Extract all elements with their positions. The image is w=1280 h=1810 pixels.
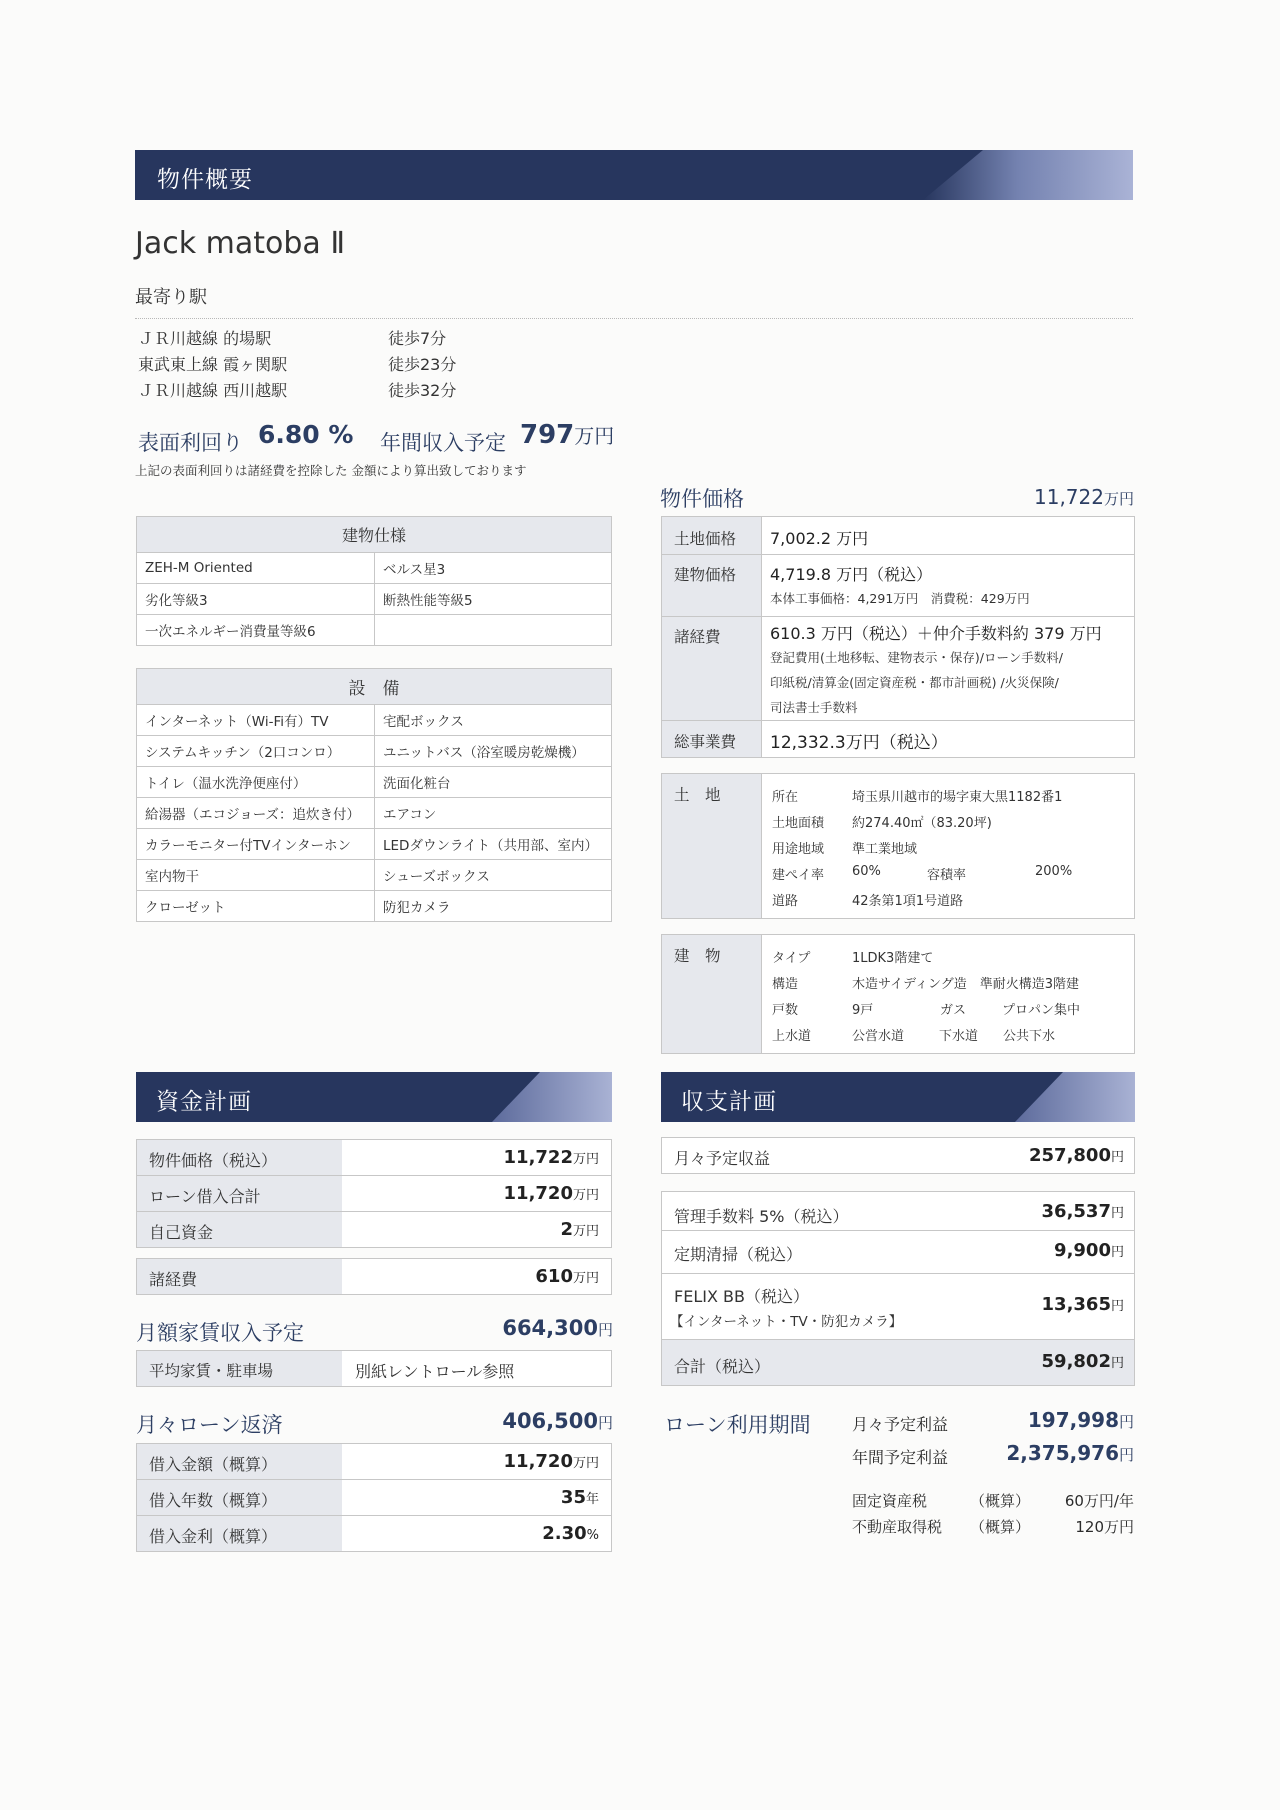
loan-value-group bbox=[561, 1487, 599, 1508]
unit: 円 bbox=[1110, 1150, 1124, 1165]
income-value: 797 bbox=[520, 420, 575, 450]
gas-label: ガス bbox=[940, 1003, 967, 1018]
funding-value: 610 bbox=[535, 1266, 573, 1287]
station-walk: 徒歩23分 bbox=[388, 355, 457, 374]
equipment-heading: 設 備 bbox=[137, 669, 612, 705]
avg-rent-value: 別紙レントロール参照 bbox=[355, 1362, 515, 1381]
sewer-label: 下水道 bbox=[939, 1029, 979, 1044]
funding-label: 諸経費 bbox=[149, 1270, 198, 1289]
expenses-note: 司法書士手数料 bbox=[770, 700, 858, 715]
funding-label: 自己資金 bbox=[149, 1223, 214, 1242]
monthly-income-value-group bbox=[1029, 1145, 1124, 1166]
funding-row bbox=[136, 1211, 612, 1248]
felix-value-group bbox=[1042, 1294, 1124, 1315]
felix-value: 13,365 bbox=[1041, 1294, 1111, 1315]
funding-value-group bbox=[504, 1183, 599, 1204]
land-box bbox=[661, 773, 1135, 919]
property-overview-banner bbox=[135, 150, 1133, 200]
income-unit: 万円 bbox=[574, 424, 615, 448]
station-line: 東武東上線 霞ヶ関駅 bbox=[138, 355, 288, 374]
land-field-value: 埼玉県川越市的場字東大黒1182番1 bbox=[852, 790, 1063, 805]
sum-label: 合計（税込） bbox=[674, 1357, 771, 1376]
structure-value: 木造サイディング造 準耐火構造3階建 bbox=[852, 977, 1080, 992]
funding-label: ローン借入合計 bbox=[149, 1187, 261, 1206]
water-label: 上水道 bbox=[772, 1029, 812, 1044]
equipment-cell: 宅配ボックス bbox=[375, 705, 612, 736]
spec-cell: 断熱性能等級5 bbox=[375, 584, 612, 615]
loan-value-group bbox=[502, 1409, 613, 1433]
acquisition-tax-value: 120万円 bbox=[1075, 1518, 1134, 1536]
mgmt-fee-label: 管理手数料 5%（税込） bbox=[674, 1207, 849, 1226]
water-value: 公営水道 bbox=[852, 1029, 905, 1044]
equipment-cell: シューズボックス bbox=[375, 860, 612, 891]
equipment-cell: 室内物干 bbox=[137, 860, 375, 891]
sum-value: 59,802 bbox=[1041, 1351, 1111, 1372]
funding-unit: 万円 bbox=[572, 1271, 599, 1286]
far-label: 容積率 bbox=[927, 868, 967, 883]
land-field-value: 42条第1項1号道路 bbox=[852, 894, 964, 909]
equipment-cell: 給湯器（エコジョーズ：追炊き付） bbox=[137, 798, 375, 829]
loan-row bbox=[136, 1515, 612, 1552]
spec-cell: 劣化等級3 bbox=[137, 584, 375, 615]
annual-profit-label: 年間予定利益 bbox=[852, 1448, 949, 1467]
banner-gradient bbox=[1015, 1072, 1135, 1122]
equipment-cell: クローゼット bbox=[137, 891, 375, 922]
loan-label: 借入金利（概算） bbox=[149, 1527, 278, 1546]
station-walk: 徒歩32分 bbox=[388, 381, 457, 400]
yield-value: 6.80 % bbox=[258, 420, 354, 449]
price-heading: 物件価格 bbox=[660, 487, 744, 511]
funding-unit: 万円 bbox=[572, 1152, 599, 1167]
rent-value: 664,300 bbox=[502, 1316, 598, 1340]
price-total: 11,722 bbox=[1034, 485, 1104, 509]
loan-row-value: 11,720 bbox=[503, 1451, 573, 1472]
funding-row bbox=[136, 1258, 612, 1295]
monthly-profit-label: 月々予定利益 bbox=[852, 1415, 949, 1434]
unit: 円 bbox=[1110, 1299, 1124, 1314]
funding-value: 11,722 bbox=[503, 1147, 573, 1168]
annual-profit-value-group bbox=[1006, 1441, 1134, 1465]
far-value: 200% bbox=[1035, 864, 1073, 879]
monthly-profit-value-group bbox=[1028, 1408, 1134, 1432]
avg-rent-label: 平均家賃・駐車場 bbox=[149, 1362, 274, 1380]
income-value-group bbox=[520, 420, 614, 450]
funding-row bbox=[136, 1175, 612, 1212]
station-walk: 徒歩7分 bbox=[388, 329, 447, 348]
banner-title: 物件概要 bbox=[157, 167, 253, 193]
building-label: 建 物 bbox=[674, 947, 721, 965]
cleaning-label: 定期清掃（税込） bbox=[674, 1245, 803, 1264]
station-heading: 最寄り駅 bbox=[135, 287, 207, 308]
land-field-value: 約274.40㎡（83.20坪) bbox=[852, 816, 992, 831]
equipment-cell: トイレ（温水洗浄便座付） bbox=[137, 767, 375, 798]
spec-cell bbox=[375, 615, 612, 646]
spec-cell: 一次エネルギー消費量等級6 bbox=[137, 615, 375, 646]
land-price-value: 7,002.2 万円 bbox=[770, 529, 869, 548]
banner-title: 収支計画 bbox=[681, 1089, 777, 1115]
funding-unit: 万円 bbox=[572, 1188, 599, 1203]
mgmt-fee-value: 36,537 bbox=[1041, 1201, 1111, 1222]
equipment-cell: エアコン bbox=[375, 798, 612, 829]
row-divider bbox=[662, 720, 1134, 721]
bcr-label: 建ぺイ率 bbox=[772, 868, 825, 883]
cashflow-plan-banner bbox=[661, 1072, 1135, 1122]
sewer-value: 公共下水 bbox=[1003, 1029, 1056, 1044]
land-field-label: 土地面積 bbox=[772, 816, 825, 831]
equipment-cell: 防犯カメラ bbox=[375, 891, 612, 922]
equipment-table bbox=[136, 668, 612, 922]
monthly-income-value: 257,800 bbox=[1029, 1145, 1111, 1166]
row-divider bbox=[662, 1273, 1134, 1274]
row-divider bbox=[662, 616, 1134, 617]
rent-unit: 円 bbox=[597, 1321, 613, 1339]
gas-value: プロパン集中 bbox=[1002, 1003, 1081, 1018]
loan-period-label: ローン利用期間 bbox=[664, 1413, 811, 1437]
units-label: 戸数 bbox=[772, 1003, 799, 1018]
price-total-group bbox=[1034, 485, 1134, 509]
cleaning-value-group bbox=[1054, 1240, 1124, 1261]
loan-label: 借入年数（概算） bbox=[149, 1491, 278, 1510]
type-label: タイプ bbox=[772, 951, 811, 966]
divider bbox=[135, 318, 1133, 319]
price-total-unit: 万円 bbox=[1103, 490, 1134, 508]
equipment-cell: システムキッチン（2口コンロ） bbox=[137, 736, 375, 767]
sum-value-group bbox=[1042, 1351, 1124, 1372]
loan-value-group bbox=[542, 1523, 599, 1544]
annual-profit-value: 2,375,976 bbox=[1006, 1441, 1119, 1465]
station-line: ＪＲ川越線 的場駅 bbox=[138, 329, 272, 348]
land-field-label: 道路 bbox=[772, 894, 799, 909]
expenses-value: 610.3 万円（税込）＋仲介手数料約 379 万円 bbox=[770, 624, 1102, 643]
unit: 円 bbox=[1110, 1245, 1124, 1260]
cleaning-value: 9,900 bbox=[1054, 1240, 1111, 1261]
loan-row-unit: % bbox=[586, 1528, 599, 1543]
station-line: ＪＲ川越線 西川越駅 bbox=[138, 381, 288, 400]
monthly-income-row bbox=[661, 1137, 1135, 1174]
property-name: Jack matoba Ⅱ bbox=[135, 226, 346, 261]
avg-rent-row bbox=[136, 1350, 612, 1387]
loan-row-value: 2.30 bbox=[542, 1523, 587, 1544]
mgmt-fee-value-group bbox=[1042, 1201, 1124, 1222]
building-spec-table bbox=[136, 516, 612, 646]
funding-value-group bbox=[560, 1219, 599, 1240]
equipment-cell: インターネット（Wi-Fi有）TV bbox=[137, 705, 375, 736]
banner-title: 資金計画 bbox=[156, 1089, 252, 1115]
felix-label: FELIX BB（税込） bbox=[674, 1287, 809, 1306]
row-divider bbox=[662, 1230, 1134, 1231]
yield-label: 表面利回り bbox=[138, 431, 243, 455]
equipment-cell: LEDダウンライト（共用部、室内） bbox=[375, 829, 612, 860]
rent-heading: 月額家賃収入予定 bbox=[136, 1321, 304, 1345]
building-price-value: 4,719.8 万円（税込） bbox=[770, 565, 933, 584]
bcr-value: 60% bbox=[852, 864, 881, 879]
type-value: 1LDK3階建て bbox=[852, 951, 934, 966]
unit: 円 bbox=[1118, 1413, 1134, 1431]
loan-row-unit: 年 bbox=[585, 1492, 599, 1507]
yield-note: 上記の表面利回りは諸経費を控除した 金額により算出致しております bbox=[135, 463, 527, 478]
funding-value: 11,720 bbox=[503, 1183, 573, 1204]
building-price-label: 建物価格 bbox=[674, 566, 737, 584]
project-total-value: 12,332.3万円（税込） bbox=[770, 733, 948, 753]
expenses-label: 諸経費 bbox=[674, 628, 721, 646]
loan-heading: 月々ローン返済 bbox=[136, 1413, 283, 1437]
row-divider bbox=[662, 554, 1134, 555]
equipment-cell: 洗面化粧台 bbox=[375, 767, 612, 798]
expense-box bbox=[661, 1191, 1135, 1386]
unit: 円 bbox=[1118, 1446, 1134, 1464]
expenses-note: 印紙税/清算金(固定資産税・都市計画税) /火災保険/ bbox=[770, 675, 1059, 690]
equipment-cell: カラーモニター付TVインターホン bbox=[137, 829, 375, 860]
property-tax-label: 固定資産税 bbox=[852, 1492, 928, 1510]
building-price-note: 本体工事価格：4,291万円 消費税：429万円 bbox=[770, 591, 1030, 606]
property-tax-est: （概算） bbox=[970, 1492, 1031, 1510]
unit: 円 bbox=[1110, 1206, 1124, 1221]
loan-row bbox=[136, 1443, 612, 1480]
loan-value-group bbox=[504, 1451, 599, 1472]
loan-row bbox=[136, 1479, 612, 1516]
acquisition-tax-label: 不動産取得税 bbox=[852, 1518, 943, 1536]
equipment-cell: ユニットバス（浴室暖房乾燥機） bbox=[375, 736, 612, 767]
funding-value: 2 bbox=[560, 1219, 573, 1240]
spec-cell: ZEH-M Oriented bbox=[137, 553, 375, 584]
structure-label: 構造 bbox=[772, 977, 799, 992]
property-tax-value: 60万円/年 bbox=[1064, 1492, 1134, 1510]
land-field-value: 準工業地域 bbox=[852, 842, 918, 857]
funding-value-group bbox=[535, 1266, 599, 1287]
loan-value: 406,500 bbox=[502, 1409, 598, 1433]
income-label: 年間収入予定 bbox=[380, 431, 506, 455]
funding-plan-banner bbox=[136, 1072, 612, 1122]
funding-value-group bbox=[504, 1147, 599, 1168]
building-spec-heading: 建物仕様 bbox=[137, 517, 612, 553]
units-value: 9戸 bbox=[852, 1003, 874, 1018]
rent-value-group bbox=[502, 1316, 613, 1340]
unit: 円 bbox=[1110, 1356, 1124, 1371]
loan-unit: 円 bbox=[597, 1414, 613, 1432]
funding-label: 物件価格（税込） bbox=[149, 1151, 278, 1170]
acquisition-tax-est: （概算） bbox=[970, 1518, 1031, 1536]
monthly-income-label: 月々予定収益 bbox=[674, 1149, 771, 1168]
building-box bbox=[661, 934, 1135, 1054]
land-field-label: 用途地域 bbox=[772, 842, 825, 857]
land-price-label: 土地価格 bbox=[674, 530, 737, 548]
loan-row-value: 35 bbox=[560, 1487, 586, 1508]
project-total-label: 総事業費 bbox=[674, 733, 737, 751]
land-field-label: 所在 bbox=[772, 790, 799, 805]
price-table bbox=[661, 516, 1135, 758]
loan-row-unit: 万円 bbox=[572, 1456, 599, 1471]
spec-cell: ベルス星3 bbox=[375, 553, 612, 584]
funding-unit: 万円 bbox=[572, 1224, 599, 1239]
banner-gradient bbox=[492, 1072, 612, 1122]
banner-gradient bbox=[923, 150, 1133, 200]
funding-row bbox=[136, 1139, 612, 1176]
felix-note: 【インターネット・TV・防犯カメラ】 bbox=[670, 1314, 903, 1330]
land-label: 土 地 bbox=[674, 786, 721, 804]
monthly-profit-value: 197,998 bbox=[1027, 1408, 1119, 1432]
expenses-note: 登記費用(土地移転、建物表示・保存)/ローン手数料/ bbox=[770, 650, 1063, 665]
loan-label: 借入金額（概算） bbox=[149, 1455, 278, 1474]
